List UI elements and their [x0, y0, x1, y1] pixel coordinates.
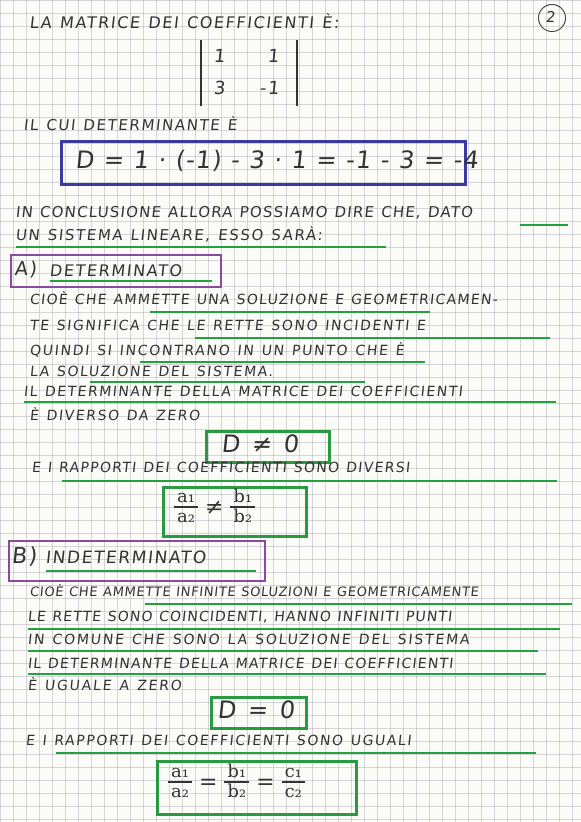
- ratio-b-a1: a₁: [168, 763, 192, 783]
- underline-incontrano: [140, 361, 425, 363]
- underline-rette-coincidenti: [28, 628, 560, 630]
- underline-dato: [520, 224, 568, 226]
- matrix-title: LA MATRICE DEI COEFFICIENTI È:: [29, 13, 343, 32]
- case-a-line-5: IL DETERMINANTE DELLA MATRICE DEI COEFFICIENTI: [23, 384, 466, 400]
- case-a-line-4: LA SOLUZIONE DEL SISTEMA.: [29, 364, 276, 380]
- underline-sistema-lineare: [16, 246, 386, 248]
- matrix: [200, 40, 300, 106]
- ratio-b1: b₁: [230, 488, 255, 508]
- matrix-cell-12: 1: [266, 46, 283, 67]
- ratio-b2: b₂: [233, 506, 253, 527]
- conclusion-line-2: UN SISTEMA LINEARE, ESSO SARÀ:: [15, 226, 326, 244]
- underline-infinite-soluzioni: [145, 603, 572, 605]
- matrix-cell-11: 1: [212, 46, 229, 67]
- matrix-bar-left: [200, 40, 202, 106]
- case-b-line-2: LE RETTE SONO COINCIDENTI, HANNO INFINITI PUNTI: [27, 609, 455, 625]
- case-a-line-2: TE SIGNIFICA CHE LE RETTE SONO INCIDENTI E: [29, 318, 429, 334]
- case-a-line-3: QUINDI SI INCONTRANO IN UN PUNTO CHE È: [29, 343, 408, 359]
- conclusion-line-1: IN CONCLUSIONE ALLORA POSSIAMO DIRE CHE, DATO: [15, 203, 476, 221]
- underline-in-comune: [28, 650, 538, 652]
- ratio-not-equal: ≠: [204, 494, 224, 520]
- page-number: 2: [545, 8, 559, 26]
- case-b-ratio-text: E I RAPPORTI DEI COEFFICIENTI SONO UGUALI: [25, 733, 414, 749]
- case-a-line-6: È DIVERSO DA ZERO: [29, 408, 203, 424]
- case-a-title: DETERMINATO: [49, 261, 185, 280]
- ratio-equal-1: =: [198, 769, 218, 795]
- case-b-title-underline: [46, 570, 256, 572]
- case-b-det-condition: D = 0: [216, 696, 299, 724]
- underline-rette-incidenti: [195, 337, 550, 339]
- case-a-ratio-text: E I RAPPORTI DEI COEFFICIENTI SONO DIVERSI: [31, 460, 413, 476]
- underline-soluzione-sistema: [90, 381, 365, 383]
- matrix-cell-21: 3: [212, 78, 229, 99]
- ratio-equal-2: =: [256, 769, 275, 795]
- underline-determinante: [24, 401, 556, 403]
- ratio-b-b1: b₁: [224, 763, 249, 783]
- case-a-letter: A): [13, 258, 40, 280]
- case-b-title: INDETERMINATO: [44, 548, 209, 568]
- case-b-line-1: CIOÈ CHE AMMETTE INFINITE SOLUZIONI E GEOMETRICAMENTE: [29, 585, 481, 600]
- underline-rapporti-uguali: [56, 752, 536, 754]
- ratio-b-c2: c₂: [284, 781, 302, 802]
- determinant-formula: D = 1 · (-1) - 3 · 1 = -1 - 3 = -4: [74, 146, 482, 174]
- case-a-ratio: [170, 488, 259, 526]
- case-b-line-3: IN COMUNE CHE SONO LA SOLUZIONE DEL SISTEMA: [27, 632, 473, 648]
- ratio-b-b2: b₂: [227, 781, 247, 802]
- underline-rapporti-diversi: [62, 480, 557, 482]
- ratio-b-a2: a₂: [171, 781, 189, 802]
- ratio-b-c1: c₁: [282, 763, 305, 783]
- case-b-ratio: [164, 763, 309, 801]
- ratio-a2: a₂: [177, 506, 195, 527]
- determinant-intro: IL CUI DETERMINANTE È: [23, 116, 240, 134]
- case-b-line-5: È UGUALE A ZERO: [27, 678, 185, 694]
- case-b-line-4: IL DETERMINANTE DELLA MATRICE DEI COEFFICIENTI: [27, 656, 456, 672]
- ratio-a1: a₁: [174, 488, 198, 508]
- matrix-cell-22: -1: [258, 78, 283, 99]
- matrix-bar-right: [296, 40, 298, 106]
- case-a-det-condition: D ≠ 0: [220, 430, 303, 458]
- case-a-line-1: CIOÈ CHE AMMETTE UNA SOLUZIONE E GEOMETRICAMEN-: [29, 292, 500, 308]
- underline-ammette: [150, 311, 430, 313]
- case-b-letter: B): [10, 544, 41, 569]
- underline-determinante-b: [28, 673, 546, 675]
- case-a-title-underline: [50, 280, 212, 282]
